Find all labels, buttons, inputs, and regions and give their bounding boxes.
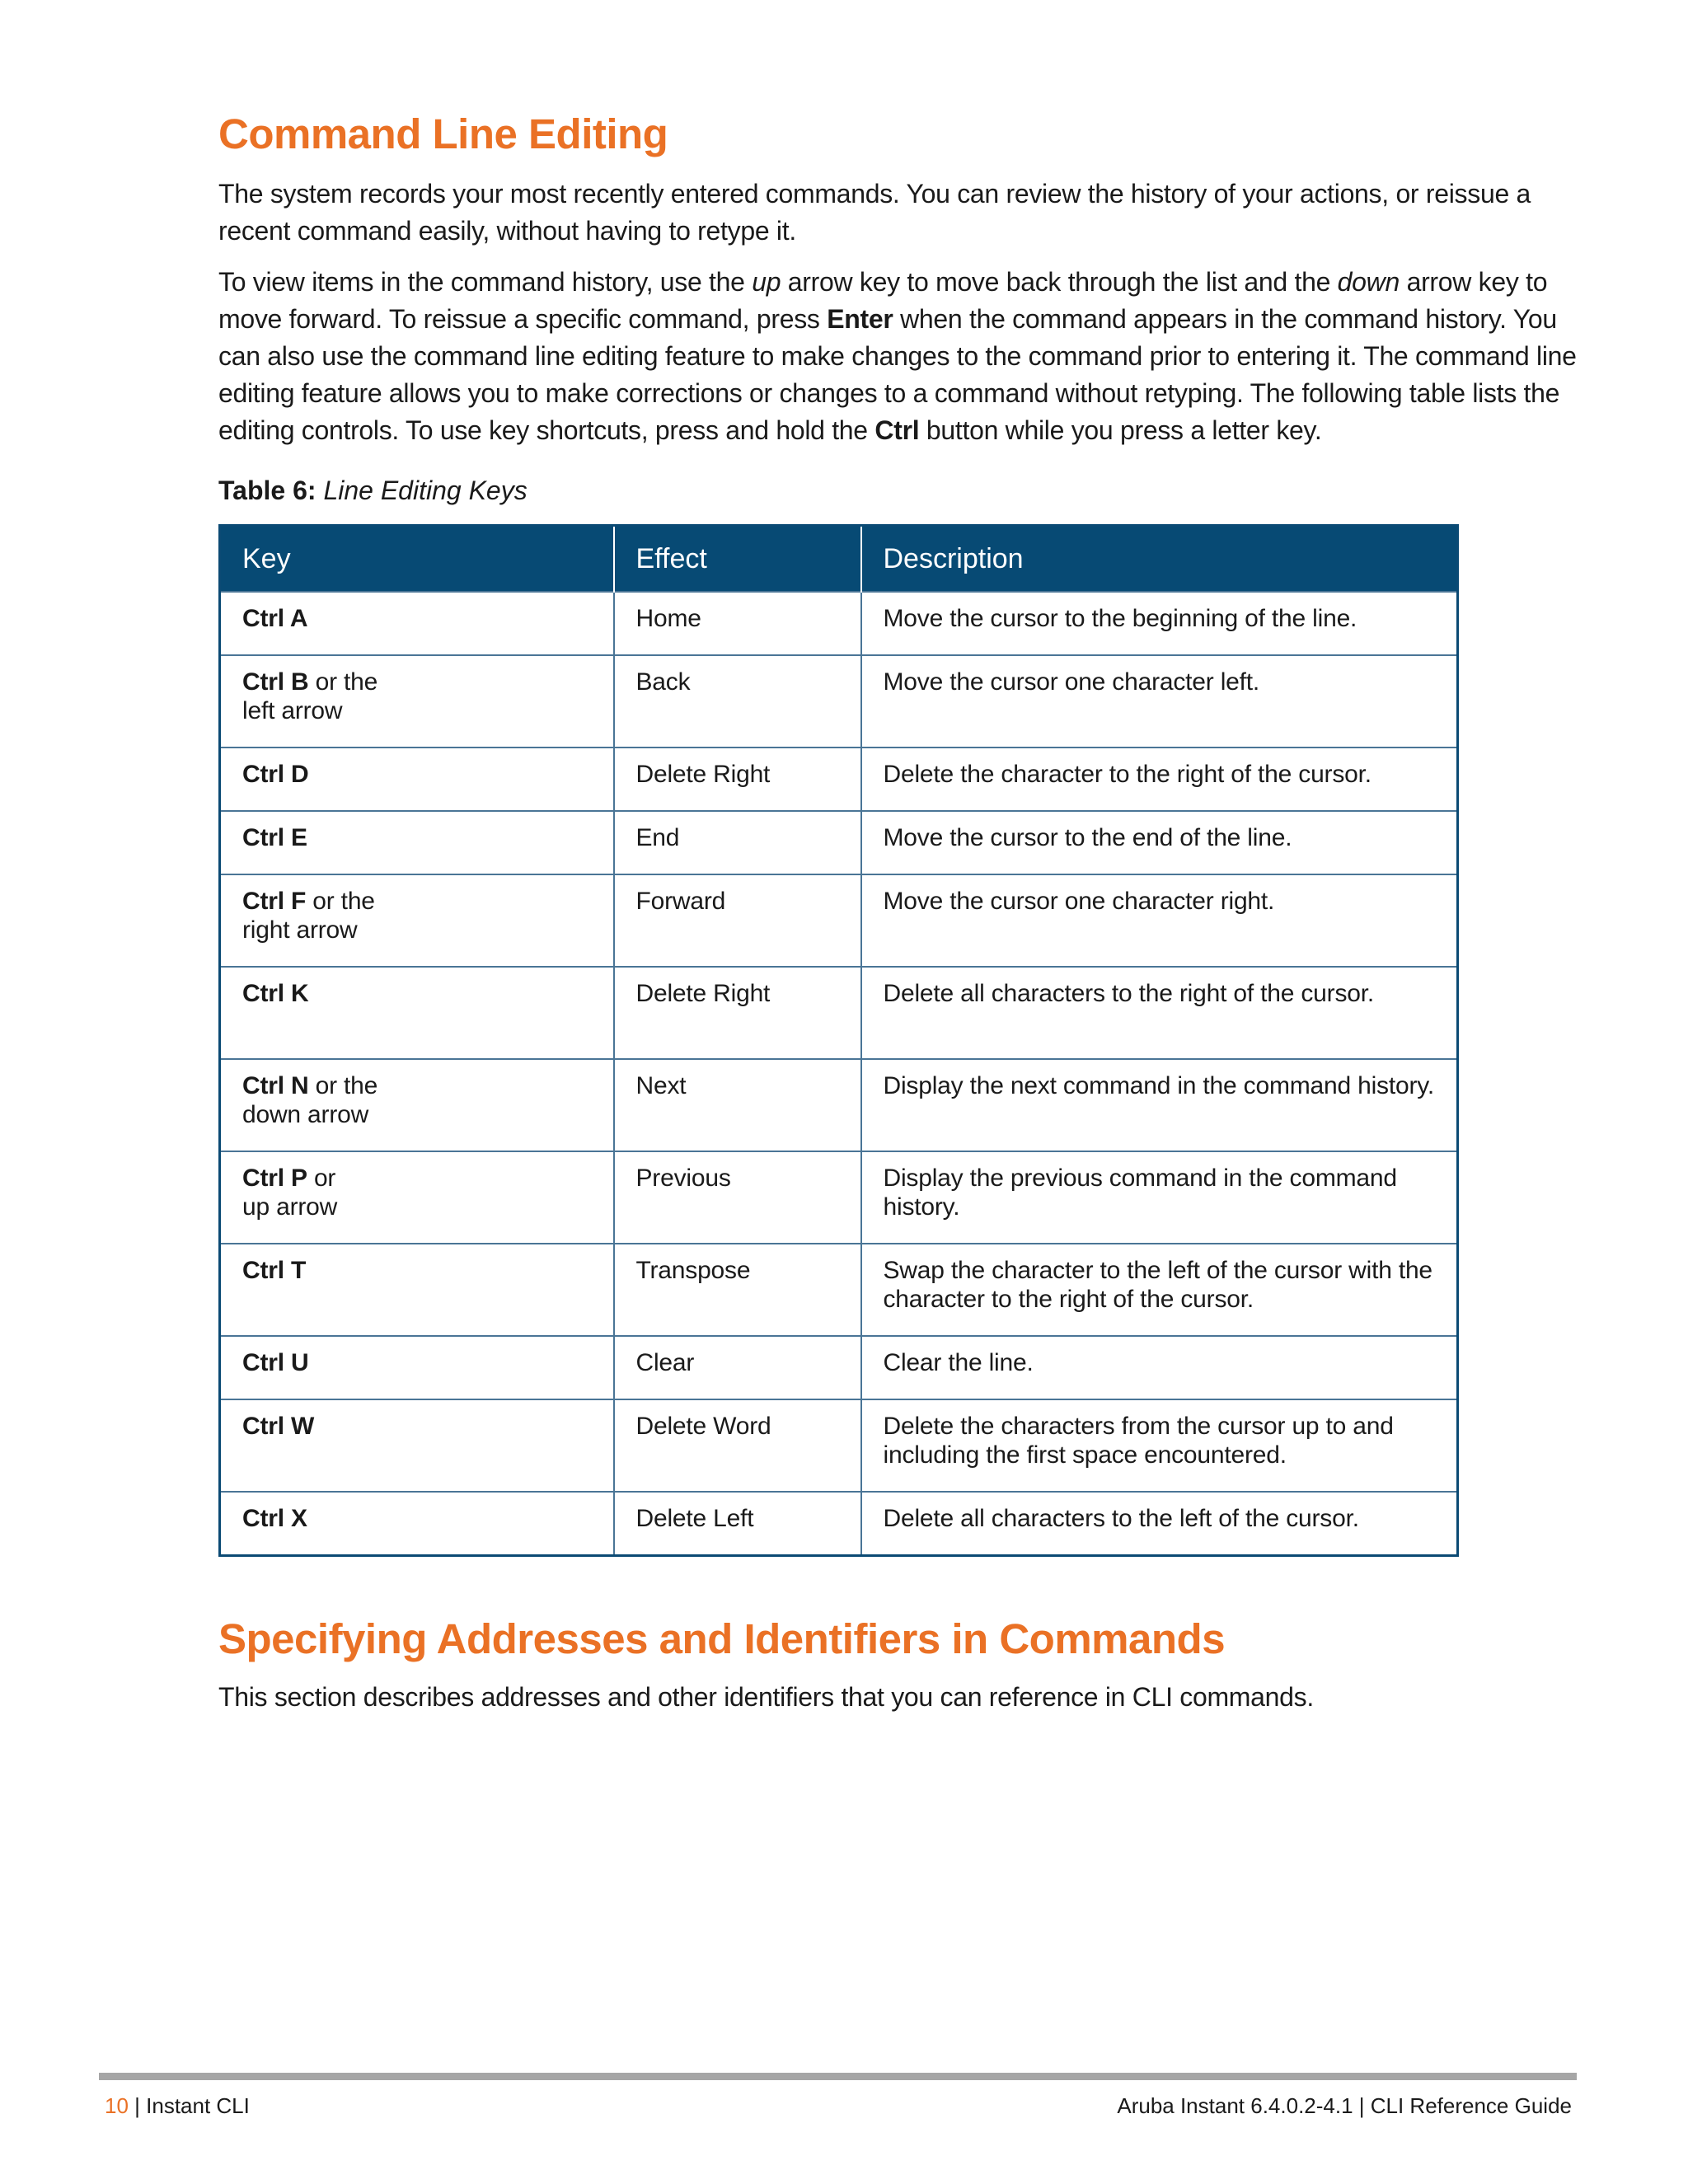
cell-key [220, 811, 614, 874]
cell-description: Clear the line. [861, 1336, 1458, 1399]
cell-description: Display the next command in the command history. [861, 1059, 1458, 1151]
cell-description: Move the cursor to the end of the line. [861, 811, 1458, 874]
table-row [220, 1336, 1458, 1399]
key-suffix: or the [306, 888, 375, 916]
key-combo: Ctrl F [242, 888, 307, 916]
table-row [220, 811, 1458, 874]
cell-key [220, 592, 614, 655]
page-content [218, 111, 1587, 1730]
cell-effect: Delete Word [614, 1399, 861, 1492]
cell-effect: Delete Left [614, 1492, 861, 1556]
cell-effect: End [614, 811, 861, 874]
cell-description: Move the cursor one character right. [861, 874, 1458, 967]
cell-effect: Delete Right [614, 748, 861, 811]
cell-description: Move the cursor one character left. [861, 655, 1458, 748]
key-combo: Ctrl D [242, 761, 309, 789]
table-row [220, 1244, 1458, 1336]
table-row [220, 592, 1458, 655]
cell-description: Swap the character to the left of the cursor with the character to the right of the cursor. [861, 1244, 1458, 1336]
key-combo: Ctrl P [242, 1165, 307, 1193]
cell-description: Delete the characters from the cursor up to and including the first space encountered. [861, 1399, 1458, 1492]
table-caption: Table 6: Line Editing Keys [218, 476, 528, 506]
footer-left [105, 2093, 250, 2119]
table-row [220, 1399, 1458, 1492]
key-alternate: up arrow [242, 1193, 338, 1221]
cell-description: Delete the character to the right of the cursor. [861, 748, 1458, 811]
addresses-paragraph: This section describes addresses and other identifiers that you can reference in CLI commands. [218, 1682, 1314, 1713]
cell-key [220, 874, 614, 967]
key-alternate: down arrow [242, 1101, 369, 1129]
key-combo: Ctrl T [242, 1257, 307, 1285]
key-alternate: right arrow [242, 916, 358, 944]
key-alternate: left arrow [242, 697, 343, 725]
cell-effect: Previous [614, 1151, 861, 1244]
table-row [220, 655, 1458, 748]
key-combo: Ctrl W [242, 1413, 315, 1441]
cell-description: Delete all characters to the left of the cursor. [861, 1492, 1458, 1556]
column-header-key: Key [220, 526, 614, 593]
cell-key [220, 1492, 614, 1556]
key-combo: Ctrl K [242, 980, 309, 1008]
key-suffix: or the [308, 668, 378, 696]
footer-doc-section: | Instant CLI [134, 2093, 250, 2118]
intro-paragraph: The system records your most recently entered commands. You can review the history of your actions, or reissue a recent command easily, without having to retype it. [218, 179, 1531, 246]
table-row [220, 874, 1458, 967]
table-row [220, 967, 1458, 1059]
key-combo: Ctrl B [242, 668, 309, 696]
line-editing-keys-table [218, 524, 1459, 1557]
key-suffix: or [307, 1165, 336, 1193]
table-row [220, 748, 1458, 811]
section-title-command-line-editing: Command Line Editing [218, 110, 668, 157]
section-title-specifying-addresses: Specifying Addresses and Identifiers in Commands [218, 1615, 1226, 1663]
cell-effect: Clear [614, 1336, 861, 1399]
cell-key [220, 655, 614, 748]
cell-effect: Transpose [614, 1244, 861, 1336]
key-combo: Ctrl A [242, 605, 308, 633]
cell-key [220, 1336, 614, 1399]
cell-description: Move the cursor to the beginning of the line. [861, 592, 1458, 655]
table-row [220, 1151, 1458, 1244]
cell-description: Delete all characters to the right of the cursor. [861, 967, 1458, 1059]
column-header-effect: Effect [614, 526, 861, 593]
key-combo: Ctrl U [242, 1349, 309, 1377]
key-suffix: or the [308, 1072, 378, 1100]
column-header-description: Description [861, 526, 1458, 593]
cell-key [220, 1059, 614, 1151]
cell-key [220, 1399, 614, 1492]
table-row [220, 1059, 1458, 1151]
table-row [220, 1492, 1458, 1556]
key-combo: Ctrl E [242, 824, 307, 852]
cell-key [220, 748, 614, 811]
cell-effect: Delete Right [614, 967, 861, 1059]
cell-key [220, 967, 614, 1059]
cell-key [220, 1151, 614, 1244]
table-header-row [220, 526, 1458, 593]
cell-effect: Next [614, 1059, 861, 1151]
page-number: 10 [105, 2093, 129, 2118]
cell-description: Display the previous command in the command history. [861, 1151, 1458, 1244]
cell-effect: Home [614, 592, 861, 655]
cell-key [220, 1244, 614, 1336]
cell-effect: Back [614, 655, 861, 748]
cell-effect: Forward [614, 874, 861, 967]
history-paragraph: To view items in the command history, use the up arrow key to move back through the list and the down arrow key to move forward. To reissue a specific command, press Enter when the command appears in the command history. You can also use the command line editing feature to make changes to the command prior to entering it. The command line editing feature allows you to make corrections or changes to a command without retyping. The following table lists the editing controls. To use key shortcuts, press and hold the Ctrl button while you press a letter key. [218, 267, 1577, 446]
footer-divider [99, 2073, 1577, 2080]
key-combo: Ctrl X [242, 1505, 307, 1533]
key-combo: Ctrl N [242, 1072, 309, 1100]
footer-guide-title: Aruba Instant 6.4.0.2-4.1 | CLI Reference Guide [1117, 2093, 1572, 2118]
